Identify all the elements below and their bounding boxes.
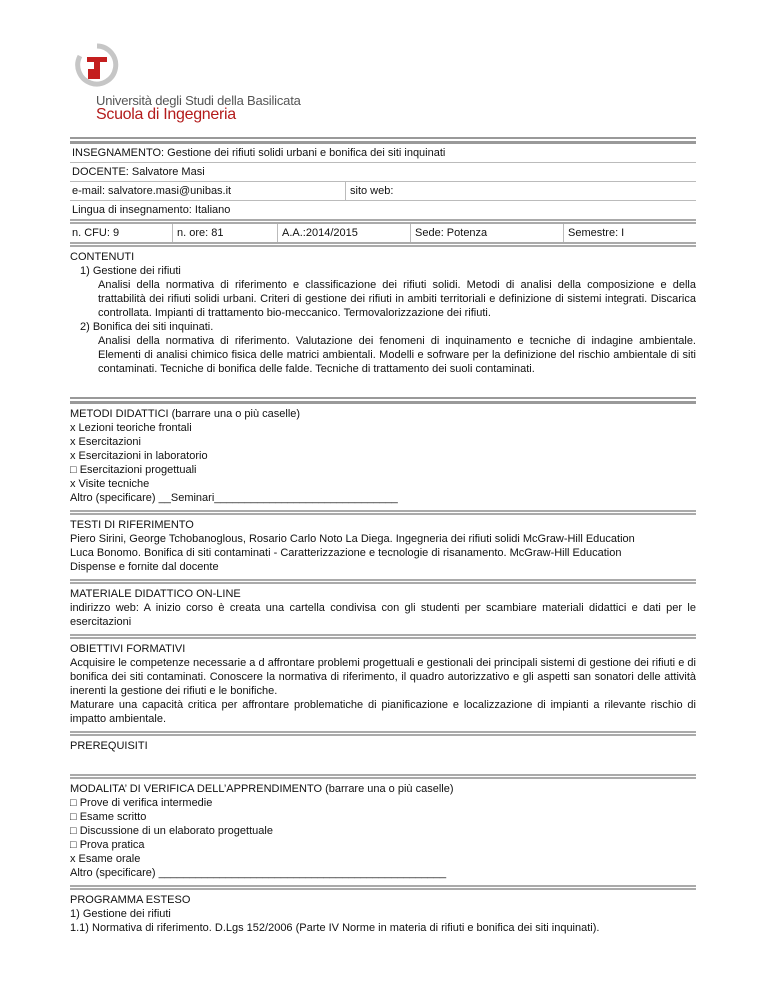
insegnamento-field: INSEGNAMENTO: Gestione dei rifiuti solidi urbani e bonifica dei siti inquinati <box>72 147 446 159</box>
contenuti-section <box>70 247 696 381</box>
info-row <box>70 163 696 182</box>
method-item: Altro (specificare) __Seminari______________________________ <box>70 492 398 504</box>
materiale-text: indirizzo web: A inizio corso è creata una cartella condivisa con gli studenti per scambiare materiali didattici e dati per le esercitazioni <box>70 602 696 628</box>
programma-section <box>70 890 696 940</box>
section-title: PROGRAMMA ESTESO <box>70 894 191 906</box>
section-title: METODI DIDATTICI (barrare una o più caselle) <box>70 408 301 420</box>
section-title: TESTI DI RIFERIMENTO <box>70 519 194 531</box>
university-name: Università degli Studi della Basilicata <box>96 93 301 108</box>
semester-field: Semestre: I <box>568 227 625 239</box>
content-item-title: 2) Bonifica dei siti inquinati. <box>80 321 214 333</box>
school-name: Scuola di Ingegneria <box>96 106 236 123</box>
assessment-item: Altro (specificare) _______________________________________________ <box>70 867 447 879</box>
obiettivi-text: Acquisire le competenze necessarie a d affrontare problemi progettuali e gestionali dei principali sistemi di gestione dei rifiuti e di bonifica dei siti contaminati. Conoscere la normativa di riferimento, il quadro autorizzativo e gli aspetti san sonatori delle attività inerenti la gestione dei rifiuti e le bonifiche. <box>70 657 696 697</box>
cfu-field: n. CFU: 9 <box>70 224 173 242</box>
section-title: MATERIALE DIDATTICO ON-LINE <box>70 588 241 600</box>
info-row <box>70 224 696 242</box>
content-item-text: Analisi della normativa di riferimento e classificazione dei rifiuti solidi. Metodi di analisi della composizione e della trattabilità dei rifiuti solidi urbani. Criteri di gestione dei rifiuti in ambiti territoriali e definizione di sistemi integrati. Discarica controllata. Impianti di trattamento bio-meccanico. Termovalorizzazione dei rifiuti. <box>98 279 696 319</box>
info-row <box>70 144 696 163</box>
testi-section <box>70 515 696 579</box>
email-field: e-mail: salvatore.masi@unibas.it <box>70 182 346 200</box>
method-item: x Visite tecniche <box>70 478 150 490</box>
reference-item: Dispense e fornite dal docente <box>70 561 219 573</box>
obiettivi-section <box>70 639 696 731</box>
section-title: PREREQUISITI <box>70 740 148 752</box>
info-row <box>70 201 696 219</box>
obiettivi-text: Maturare una capacità critica per affrontare problematiche di pianificazione e localizzazione di impianti a rilevante rischio di impatto ambientale. <box>70 699 696 725</box>
modalita-section <box>70 779 696 885</box>
assessment-item: x Esame orale <box>70 853 141 865</box>
section-title: MODALITA’ DI VERIFICA DELL’APPRENDIMENTO (barrare una o più caselle) <box>70 783 454 795</box>
reference-item: Luca Bonomo. Bonifica di siti contaminati - Caratterizzazione e tecnologie di risanamento. McGraw-Hill Education <box>70 547 622 559</box>
section-divider <box>70 397 696 404</box>
academic-year-field: A.A.:2014/2015 <box>278 224 411 242</box>
website-field: sito web: <box>350 185 394 197</box>
course-sheet <box>70 137 696 940</box>
language-field: Lingua di insegnamento: Italiano <box>72 204 231 216</box>
section-divider <box>70 137 696 144</box>
materiale-section <box>70 584 696 634</box>
assessment-item: □ Esame scritto <box>70 811 147 823</box>
content-item-title: 1) Gestione dei rifiuti <box>80 265 181 277</box>
location-field: Sede: Potenza <box>411 224 564 242</box>
program-item: 1.1) Normativa di riferimento. D.Lgs 152/2006 (Parte IV Norme in materia di rifiuti e bonifica dei siti inquinati). <box>70 922 600 934</box>
content-item-text: Analisi della normativa di riferimento. Valutazione dei fenomeni di inquinamento e tecniche di indagine ambientale. Elementi di analisi chimico fisica delle matrici ambientali. Modelli e sofrware per la definizione del rischio ambientale di siti contaminati. Tecniche di bonifica delle falde. Tecniche di trattamento dei suoli contaminati. <box>98 335 696 375</box>
method-item: x Lezioni teoriche frontali <box>70 422 192 434</box>
assessment-item: □ Prova pratica <box>70 839 145 851</box>
method-item: x Esercitazioni <box>70 436 141 448</box>
section-title: OBIETTIVI FORMATIVI <box>70 643 186 655</box>
info-row <box>70 182 696 201</box>
reference-item: Piero Sirini, George Tchobanoglous, Rosario Carlo Noto La Diega. Ingegneria dei rifiuti solidi McGraw-Hill Education <box>70 533 635 545</box>
docente-field: DOCENTE: Salvatore Masi <box>72 166 205 178</box>
assessment-item: □ Prove di verifica intermedie <box>70 797 213 809</box>
hours-field: n. ore: 81 <box>173 224 278 242</box>
method-item: x Esercitazioni in laboratorio <box>70 450 208 462</box>
method-item: □ Esercitazioni progettuali <box>70 464 197 476</box>
section-title: CONTENUTI <box>70 251 135 263</box>
prerequisiti-section <box>70 736 696 774</box>
program-item: 1) Gestione dei rifiuti <box>70 908 171 920</box>
metodi-section <box>70 404 696 510</box>
university-logo-icon <box>74 42 120 88</box>
assessment-item: □ Discussione di un elaborato progettuale <box>70 825 273 837</box>
